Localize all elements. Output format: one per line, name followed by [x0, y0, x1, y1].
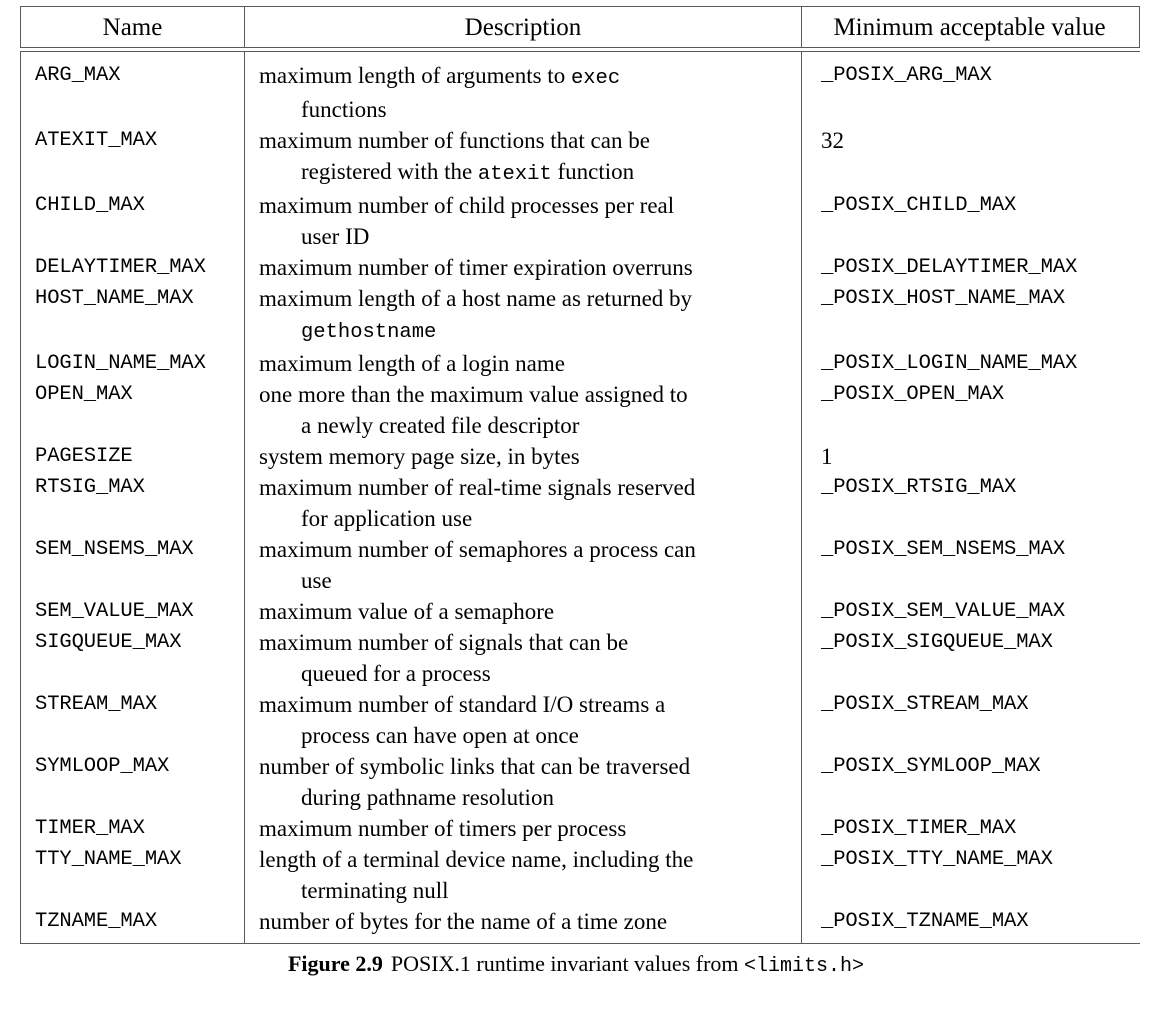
- cell-description: [244, 906, 801, 937]
- table-row: [21, 751, 1140, 813]
- table-row: [21, 348, 1140, 379]
- cell-minimum-value: [801, 813, 1141, 844]
- cell-name: [21, 472, 244, 503]
- cell-name: [21, 689, 244, 720]
- column-header-description: Description: [244, 7, 801, 47]
- minimum-value: _POSIX_DELAYTIMER_MAX: [821, 256, 1078, 279]
- limit-name: LOGIN_NAME_MAX: [35, 352, 206, 375]
- table-row: [21, 60, 1140, 125]
- cell-description: [244, 441, 801, 472]
- cell-minimum-value: [801, 627, 1141, 658]
- cell-minimum-value: [801, 472, 1141, 503]
- minimum-value: _POSIX_TIMER_MAX: [821, 817, 1017, 840]
- cell-name: [21, 844, 244, 875]
- description-line: [259, 596, 795, 627]
- description-line: [259, 156, 795, 190]
- cell-name: [21, 596, 244, 627]
- description-line: [259, 689, 795, 720]
- cell-description: [244, 844, 801, 906]
- description-text: queued for a process: [301, 661, 491, 686]
- description-text: maximum length of a host name as returned by: [259, 286, 693, 311]
- description-text: maximum number of timer expiration overruns: [259, 255, 693, 280]
- description-line: [259, 221, 795, 252]
- limit-name: TZNAME_MAX: [35, 910, 158, 933]
- table-row: [21, 190, 1140, 252]
- minimum-value: _POSIX_HOST_NAME_MAX: [821, 287, 1066, 310]
- cell-description: [244, 596, 801, 627]
- cell-description: [244, 472, 801, 534]
- cell-name: [21, 125, 244, 156]
- minimum-value: _POSIX_SIGQUEUE_MAX: [821, 631, 1053, 654]
- description-text: for application use: [301, 506, 473, 531]
- cell-description: [244, 534, 801, 596]
- description-text: registered with the: [301, 159, 478, 184]
- cell-name: [21, 379, 244, 410]
- limit-name: ARG_MAX: [35, 64, 121, 87]
- limit-name: SEM_NSEMS_MAX: [35, 538, 194, 561]
- description-text: maximum number of real-time signals reserved: [259, 475, 696, 500]
- cell-minimum-value: [801, 252, 1141, 283]
- cell-minimum-value: [801, 348, 1141, 379]
- cell-name: [21, 190, 244, 221]
- description-line: [259, 534, 795, 565]
- figure-caption-code: <limits.h>: [744, 955, 865, 978]
- cell-description: [244, 689, 801, 751]
- description-line: [259, 658, 795, 689]
- limit-name: CHILD_MAX: [35, 194, 145, 217]
- minimum-value: _POSIX_SEM_VALUE_MAX: [821, 600, 1066, 623]
- description-text: a newly created file descriptor: [301, 413, 580, 438]
- cell-description: [244, 283, 801, 348]
- minimum-value: _POSIX_CHILD_MAX: [821, 194, 1017, 217]
- cell-description: [244, 813, 801, 844]
- cell-minimum-value: [801, 751, 1141, 782]
- minimum-value: _POSIX_LOGIN_NAME_MAX: [821, 352, 1078, 375]
- description-text: maximum length of a login name: [259, 351, 565, 376]
- limit-name: TTY_NAME_MAX: [35, 848, 182, 871]
- description-text: maximum number of standard I/O streams a: [259, 692, 666, 717]
- table-row: [21, 125, 1140, 190]
- figure-caption: [0, 950, 1152, 981]
- description-text: use: [301, 568, 332, 593]
- cell-name: [21, 813, 244, 844]
- cell-minimum-value: [801, 190, 1141, 221]
- cell-name: [21, 441, 244, 472]
- cell-minimum-value: [801, 125, 1141, 156]
- table-row: [21, 596, 1140, 627]
- minimum-value: _POSIX_RTSIG_MAX: [821, 476, 1017, 499]
- description-line: [259, 720, 795, 751]
- column-header-minimum-value: Minimum acceptable value: [801, 7, 1137, 47]
- cell-minimum-value: [801, 844, 1141, 875]
- column-header-name: Name: [102, 13, 163, 41]
- table-row: [21, 534, 1140, 596]
- limit-name: STREAM_MAX: [35, 693, 158, 716]
- cell-name: [21, 60, 244, 91]
- minimum-value: _POSIX_TTY_NAME_MAX: [821, 848, 1053, 871]
- table-row: [21, 472, 1140, 534]
- cell-description: [244, 125, 801, 190]
- description-code: exec: [570, 67, 621, 90]
- table-header-row: [20, 6, 1140, 48]
- minimum-value: 32: [821, 128, 844, 153]
- description-line: [259, 348, 795, 379]
- description-line: [259, 410, 795, 441]
- cell-minimum-value: [801, 60, 1141, 91]
- description-line: [259, 379, 795, 410]
- description-line: [259, 503, 795, 534]
- description-text: number of symbolic links that can be traversed: [259, 754, 691, 779]
- minimum-value: _POSIX_STREAM_MAX: [821, 693, 1029, 716]
- cell-minimum-value: [801, 534, 1141, 565]
- cell-description: [244, 627, 801, 689]
- description-text: functions: [301, 97, 387, 122]
- description-line: [259, 314, 795, 348]
- description-text: number of bytes for the name of a time zone: [259, 909, 668, 934]
- description-text: maximum number of functions that can be: [259, 128, 650, 153]
- description-text: maximum number of signals that can be: [259, 630, 629, 655]
- description-text: maximum length of arguments to: [259, 63, 571, 88]
- column-divider-description-value: [801, 52, 802, 943]
- description-line: [259, 813, 795, 844]
- minimum-value: 1: [821, 444, 833, 469]
- description-text: process can have open at once: [301, 723, 579, 748]
- cell-minimum-value: [801, 689, 1141, 720]
- cell-description: [244, 348, 801, 379]
- description-text: one more than the maximum value assigned to: [259, 382, 688, 407]
- cell-description: [244, 379, 801, 441]
- cell-minimum-value: [801, 379, 1141, 410]
- table-row: [21, 379, 1140, 441]
- description-line: [259, 60, 795, 94]
- description-line: [259, 844, 795, 875]
- cell-name: [21, 627, 244, 658]
- minimum-value: _POSIX_TZNAME_MAX: [821, 910, 1029, 933]
- description-text: during pathname resolution: [301, 785, 554, 810]
- cell-name: [21, 751, 244, 782]
- column-divider-name-description: [244, 52, 245, 943]
- cell-minimum-value: [801, 906, 1141, 937]
- description-line: [259, 441, 795, 472]
- description-text: system memory page size, in bytes: [259, 444, 580, 469]
- limit-name: PAGESIZE: [35, 445, 133, 468]
- limit-name: HOST_NAME_MAX: [35, 287, 194, 310]
- cell-name: [21, 348, 244, 379]
- cell-description: [244, 252, 801, 283]
- description-text: terminating null: [301, 878, 449, 903]
- description-line: [259, 751, 795, 782]
- description-text: length of a terminal device name, including the: [259, 847, 694, 872]
- cell-name: [21, 534, 244, 565]
- description-line: [259, 782, 795, 813]
- table-row: [21, 813, 1140, 844]
- description-text: maximum number of timers per process: [259, 816, 627, 841]
- table-row: [21, 906, 1140, 937]
- cell-name: [21, 252, 244, 283]
- table-body: [20, 52, 1140, 944]
- cell-description: [244, 190, 801, 252]
- minimum-value: _POSIX_OPEN_MAX: [821, 383, 1005, 406]
- description-line: [259, 565, 795, 596]
- description-text-after: function: [551, 159, 635, 184]
- table-row: [21, 689, 1140, 751]
- description-line: [259, 627, 795, 658]
- limit-name: SYMLOOP_MAX: [35, 755, 170, 778]
- limit-name: TIMER_MAX: [35, 817, 145, 840]
- cell-minimum-value: [801, 441, 1141, 472]
- description-code: gethostname: [301, 321, 437, 344]
- description-text: maximum number of child processes per real: [259, 193, 675, 218]
- description-line: [259, 283, 795, 314]
- description-line: [259, 906, 795, 937]
- table-row: [21, 627, 1140, 689]
- description-line: [259, 125, 795, 156]
- description-line: [259, 875, 795, 906]
- minimum-value: _POSIX_ARG_MAX: [821, 64, 992, 87]
- table-row: [21, 283, 1140, 348]
- description-line: [259, 190, 795, 221]
- description-line: [259, 94, 795, 125]
- limit-name: SIGQUEUE_MAX: [35, 631, 182, 654]
- table-row: [21, 844, 1140, 906]
- table-row: [21, 441, 1140, 472]
- cell-name: [21, 906, 244, 937]
- cell-description: [244, 751, 801, 813]
- description-code: atexit: [477, 163, 552, 186]
- minimum-value: _POSIX_SYMLOOP_MAX: [821, 755, 1041, 778]
- limit-name: RTSIG_MAX: [35, 476, 145, 499]
- description-text: maximum value of a semaphore: [259, 599, 555, 624]
- posix-limits-table: [20, 6, 1140, 944]
- table-row: [21, 252, 1140, 283]
- limit-name: ATEXIT_MAX: [35, 129, 158, 152]
- minimum-value: _POSIX_SEM_NSEMS_MAX: [821, 538, 1066, 561]
- description-text: user ID: [301, 224, 370, 249]
- figure-label: Figure 2.9: [287, 951, 383, 976]
- limit-name: OPEN_MAX: [35, 383, 133, 406]
- cell-name: [21, 283, 244, 314]
- description-line: [259, 252, 795, 283]
- cell-description: [244, 60, 801, 125]
- limit-name: DELAYTIMER_MAX: [35, 256, 206, 279]
- description-text: maximum number of semaphores a process can: [259, 537, 696, 562]
- limit-name: SEM_VALUE_MAX: [35, 600, 194, 623]
- figure-caption-text: POSIX.1 runtime invariant values from: [390, 951, 745, 976]
- cell-minimum-value: [801, 283, 1141, 314]
- cell-minimum-value: [801, 596, 1141, 627]
- description-line: [259, 472, 795, 503]
